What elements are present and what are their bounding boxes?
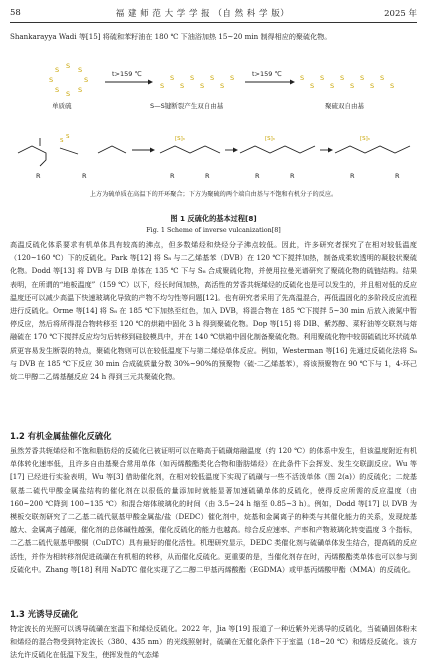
bottom-sulfur-groups (60, 134, 370, 144)
section-heading-1-3: 1.3 光诱导反硫化 (10, 609, 79, 619)
svg-text:S: S (78, 86, 83, 94)
svg-text:R: R (395, 172, 400, 180)
svg-text:S: S (160, 82, 165, 90)
header-rule (10, 22, 417, 23)
svg-text:S: S (340, 74, 345, 82)
arrow-temperature-1: t>159 ℃ (112, 70, 142, 78)
svg-text:S: S (390, 82, 395, 90)
arrow-temperature-2: t>159 ℃ (252, 70, 282, 78)
svg-text:R: R (82, 172, 87, 180)
svg-text:[S]ₙ: [S]ₙ (265, 136, 275, 142)
issue-year: 2025 年 (384, 9, 417, 19)
svg-text:S: S (330, 82, 335, 90)
vinyl-monomer-scheme (18, 138, 410, 166)
page-number: 58 (10, 8, 21, 18)
svg-text:S: S (66, 62, 71, 70)
svg-text:[S]ₙ: [S]ₙ (360, 136, 370, 142)
label-ss-cleavage: S—S键断裂产生双自由基 (150, 102, 224, 110)
svg-text:S: S (230, 74, 235, 82)
figure-caption-cn: 图 1 反硫化的基本过程[8] (170, 214, 257, 223)
s8-ring (49, 62, 88, 98)
svg-text:S: S (66, 134, 70, 140)
intro-text: Shankarayya Wadi 等[15] 将硫和苯籽油在 180 ℃ 下油浴加热 15~20 min 制得相应的聚硫化物。 (10, 32, 332, 41)
svg-text:R: R (36, 172, 41, 180)
paragraph-photo: 特定波长的光照可以诱导硫磺在室温下和烯烃反硫化。2022 年，Jia 等[19] 报道了一种近紫外光诱导的反硫化，当硫磺固体粉末和烯烃的混合物受到特定波长（380、435 nm）的光线照射时，硫磺在无催化条件下于室温（18~20 ℃）和烯烃反硫化。该方法允许反硫化在低温下发生，使挥发性的气态烯 (10, 624, 417, 660)
svg-text:S: S (66, 90, 71, 98)
substituent-labels (36, 172, 400, 180)
svg-text:S: S (300, 74, 305, 82)
label-elemental-sulfur: 单质硫 (52, 102, 72, 110)
svg-text:R: R (205, 172, 210, 180)
svg-text:S: S (370, 82, 375, 90)
figure-subcaption: 上方为硫单质在高温下的开环聚合；下方为聚硫的两个端自由基与不饱和有机分子的反应。 (89, 191, 338, 198)
svg-text:S: S (220, 82, 225, 90)
paragraph-catalysis: 虽然芳香共轭烯烃和不饱和脂肪烃的反硫化已被证明可以在略高于硫磺熔融温度（约 120 ℃）的体系中发生，但该温度附近有机单体转化速率低，且许多自由基聚合常用单体（如丙烯酸酯类化合物和脂肪烯烃）在此条件下会挥发、发生交联副反应。Wu 等[17] 已经进行实验表明，Wu 等[3] 借助催化剂，在相对较低温度下实现了硫磺与一些不活泼单体（图 2(a)）的反硫化；二烷基氨基二硫代甲酸金属盐结构的催化剂在以很低的量添加时就能显著加速硫磺单体的反硫化，使得反应所需的反应温度（由 160~200 ℃降到 100~135 ℃）和混合熔体玻璃化的时间（由 3.5~24 h 缩至 0.85~3 h）。例如，Dodd 等[17] 以 DVB 为模板交联剂研究了二乙基二硫代氨基甲酸金属盐/盐（DEDC）催化剂中，烷基和金属离子的种类与其催化能力的关系，发现烷基越大、金属离子越硬，催化剂的总体碱性越强，催化反硫化的能力也越高。综合反应速率、产率和产物玻璃化转变温度 3 个指标，二乙基二硫代氨基甲酸铜（CuDTC）具有最好的催化活性。机理研究显示，DEDC 类催化剂与硫磺单体发生结合，提高硫的反应活性，并作为相转移剂促进硫磺在有机相的转移，从而催化反硫化。更重要的是，当催化剂存在时，丙烯酸酯类单体也可以参与到反硫化中。Zhang 等[18] 利用 NaDTC 催化实现了乙二醇二甲基丙烯酸酯（EGDMA）或甲基丙烯酸甲酯（MMA）的反硫化。 (10, 446, 417, 574)
svg-text:R: R (290, 172, 295, 180)
svg-text:S: S (84, 76, 89, 84)
svg-text:S: S (170, 74, 175, 82)
journal-title: 福 建 师 范 大 学 学 报 （自 然 科 学 版） (115, 9, 290, 19)
paragraph-low-temp: 高温反硫化体系要求有机单体具有较高的沸点，但多数烯烃和炔烃分子沸点较低。因此，许多研究者探究了在相对较低温度（120~160 ℃）下的反硫化。Park 等[12] 将 S₈ 与二乙烯基苯（DVB）在 120 ℃下搅拌加热，制备成柔软透明的凝胶状聚硫化物。Dodd 等[13] 将 DVB 与 DIB 单体在 135 ℃ 下与 S₈ 合成聚硫化物，并使用拉曼光谱研究了聚硫化物的硫链结构。结果表明，在所谓的“地板温度”（159 ℃）以下，经长时间加热，高活性的芳香共轭烯烃的反硫化也是可以发生的，并且相对低的反应温度还可以减少高温下快速玻璃化导致的产物不均匀性等问题[12]。也有研究者采用了先高温混合，再低温固化的多阶段反应流程进行反硫化。Orme 等[14] 将 S₈ 在 185 ℃下加热至红色，加入 DVB，将混合物在 185 ℃下搅拌 5~30 min 后放入液氮中暂停反应，然后将所得混合物转移至 120 ℃的烘箱中固化 3 h 得到聚硫化物。Dop 等[15] 将 DIB、紫苏醇、菜籽油等交联剂与熔融硫在 170 ℃下搅拌反应均匀后转移到硅胶模具中，并在 140 ℃烘箱中固化制备聚硫化物。利用聚硫化物中较弱硫硫比环状硫单质更容易发生断裂的特点，聚硫化物则可以在较低温度下与第二烯烃单体反应。例如，Westerman 等[16] 先通过反硫化法将 S₈ 与 DVB 在 185 ℃下反应 30 min 合成硫质量分数 30%~90%的预聚物（硫-二乙烯基苯），将该预聚物在 90 ℃下与 1，4-环己烷二甲醇二乙烯基醚反应 24 h 得到三元共聚硫化物。 (10, 240, 417, 382)
svg-text:S: S (360, 74, 365, 82)
running-header (10, 6, 417, 20)
svg-text:S: S (380, 74, 385, 82)
svg-text:R: R (350, 172, 355, 180)
figure-1-scheme (0, 58, 427, 208)
opened-sulfur-chain (160, 74, 234, 90)
svg-text:[S]ₙ: [S]ₙ (175, 136, 185, 142)
svg-text:R: R (255, 172, 260, 180)
svg-text:S: S (210, 74, 215, 82)
svg-text:S: S (320, 74, 325, 82)
svg-text:S: S (200, 82, 205, 90)
svg-text:S: S (180, 82, 185, 90)
svg-text:S: S (350, 82, 355, 90)
label-polysulfide: 聚硫双自由基 (325, 102, 364, 110)
polysulfide-chain (300, 74, 394, 90)
svg-text:S: S (60, 138, 64, 144)
svg-text:S: S (310, 82, 315, 90)
svg-text:S: S (78, 66, 83, 74)
svg-text:R: R (170, 172, 175, 180)
svg-text:S: S (49, 76, 54, 84)
svg-text:S: S (55, 66, 60, 74)
section-heading-1-2: 1.2 有机金属盐催化反硫化 (10, 431, 112, 441)
figure-caption-en: Fig. 1 Scheme of inverse vulcanization[8] (146, 226, 281, 234)
svg-text:S: S (55, 86, 60, 94)
svg-text:S: S (190, 74, 195, 82)
